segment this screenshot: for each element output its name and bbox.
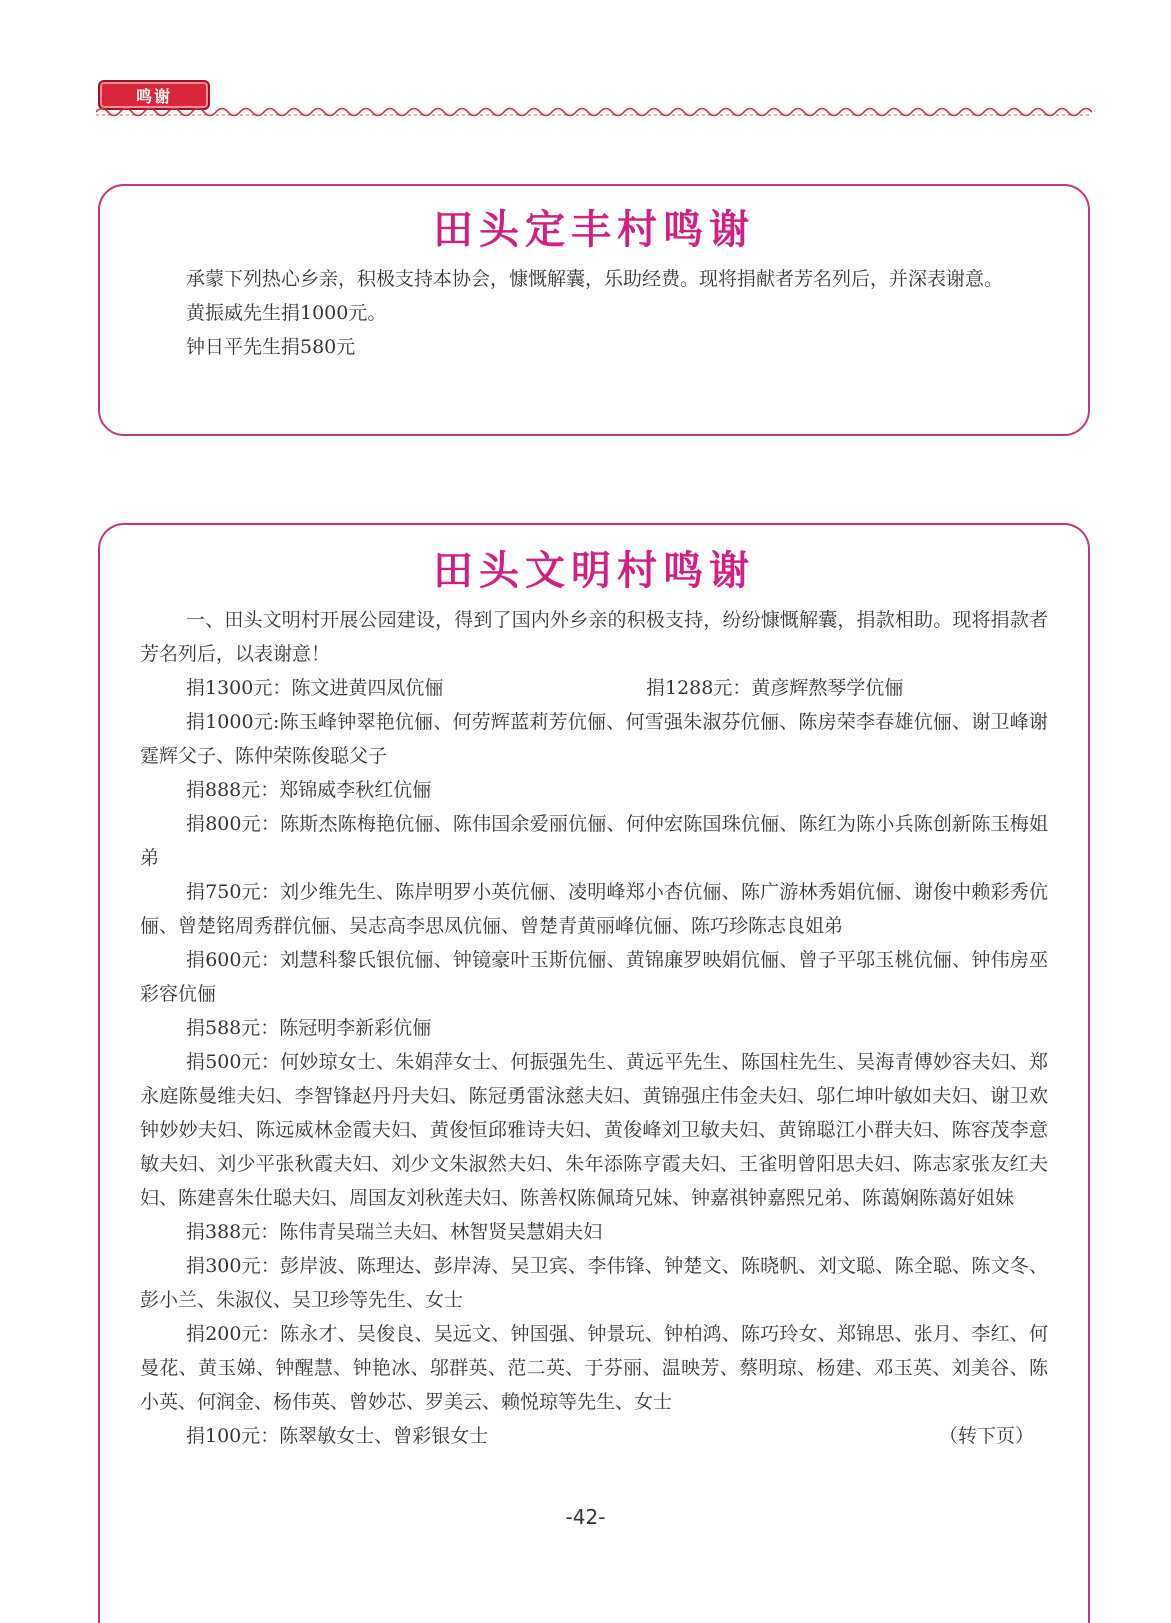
donation-100-line (140, 1419, 1048, 1453)
donation-388: 捐388元：陈伟青吴瑞兰夫妇、林智贤吴慧娟夫妇 (186, 1221, 603, 1243)
wenming-thanks-box (98, 523, 1090, 1623)
dingfeng-donor: 黄振威先生捐1000元。 (186, 302, 387, 324)
wenming-content (140, 603, 1048, 1453)
donation-1288: 捐1288元：黄彦辉熬琴学伉俪 (646, 677, 904, 699)
continued-note: （转下页） (938, 1425, 1034, 1447)
donation-300: 捐300元：彭岸波、陈理达、彭岸涛、吴卫宾、李伟锋、钟楚文、陈晓帆、刘文聪、陈全聪、陈文冬、彭小兰、朱淑仪、吴卫珍等先生、女士 (140, 1255, 1048, 1311)
donation-500: 捐500元：何妙琼女士、朱娟萍女士、何振强先生、黄远平先生、陈国柱先生、吴海青傅妙容夫妇、郑永庭陈曼维夫妇、李智锋赵丹丹夫妇、陈冠勇雷泳慈夫妇、黄锦强庄伟金夫妇、邬仁坤叶敏如夫妇、谢卫欢钟妙妙夫妇、陈远威林金霞夫妇、黄俊恒邱雅诗夫妇、黄俊峰刘卫敏夫妇、黄锦聪江小群夫妇、陈容茂李意敏夫妇、刘少平张秋霞夫妇、刘少文朱淑然夫妇、朱年添陈亨霞夫妇、王雀明曾阳思夫妇、陈志家张友红夫妇、陈建喜朱仕聪夫妇、周国友刘秋莲夫妇、陈善权陈佩琦兄妹、钟嘉祺钟嘉熙兄弟、陈蔼娴陈蔼好姐妹 (140, 1051, 1048, 1209)
dingfeng-content (140, 262, 1048, 364)
donation-600: 捐600元：刘慧科黎氏银伉俪、钟镜豪叶玉斯伉俪、黄锦廉罗映娟伉俪、曾子平邬玉桃伉俪、钟伟房巫彩容伉俪 (140, 949, 1048, 1005)
wenming-title: 田头文明村鸣谢 (433, 548, 755, 594)
donation-200: 捐200元：陈永才、吴俊良、吴远文、钟国强、钟景玩、钟柏鸿、陈巧玲女、郑锦思、张月、李红、何曼花、黄玉娣、钟醒慧、钟艳冰、邬群英、范二英、于芬丽、温映芳、蔡明琼、杨建、邓玉英、刘美谷、陈小英、何润金、杨伟英、曾妙芯、罗美云、赖悦琼等先生、女士 (140, 1323, 1048, 1413)
dingfeng-intro: 承蒙下列热心乡亲，积极支持本协会，慷慨解囊，乐助经费。现将捐献者芳名列后，并深表谢意。 (186, 268, 1004, 290)
donation-row-top (140, 671, 1048, 705)
dingfeng-thanks-box (98, 184, 1090, 436)
donation-800: 捐800元：陈斯杰陈梅艳伉俪、陈伟国余爱丽伉俪、何仲宏陈国珠伉俪、陈红为陈小兵陈创新陈玉梅姐弟 (140, 813, 1048, 869)
donation-1300: 捐1300元：陈文进黄四凤伉俪 (186, 677, 444, 699)
page-number: -42- (565, 1505, 606, 1529)
dingfeng-donor: 钟日平先生捐580元 (186, 336, 356, 358)
donation-750: 捐750元：刘少维先生、陈岸明罗小英伉俪、凌明峰郑小杏伉俪、陈广游林秀娟伉俪、谢俊中赖彩秀伉俪、曾楚铭周秀群伉俪、吴志高李思凤伉俪、曾楚青黄丽峰伉俪、陈巧珍陈志良姐弟 (140, 881, 1048, 937)
section-tab: 鸣谢 (98, 80, 210, 110)
dingfeng-title: 田头定丰村鸣谢 (433, 207, 755, 253)
donation-1000: 捐1000元:陈玉峰钟翠艳伉俪、何劳辉蓝莉芳伉俪、何雪强朱淑芬伉俪、陈房荣李春雄伉俪、谢卫峰谢霆辉父子、陈仲荣陈俊聪父子 (140, 711, 1048, 767)
donation-100: 捐100元：陈翠敏女士、曾彩银女士 (186, 1425, 489, 1447)
donation-888: 捐888元：郑锦威李秋红伉俪 (186, 779, 432, 801)
wenming-intro: 一、田头文明村开展公园建设，得到了国内外乡亲的积极支持，纷纷慷慨解囊，捐款相助。现将捐款者芳名列后，以表谢意！ (140, 609, 1048, 665)
header-divider (96, 104, 1092, 120)
donation-588: 捐588元：陈冠明李新彩伉俪 (186, 1017, 432, 1039)
